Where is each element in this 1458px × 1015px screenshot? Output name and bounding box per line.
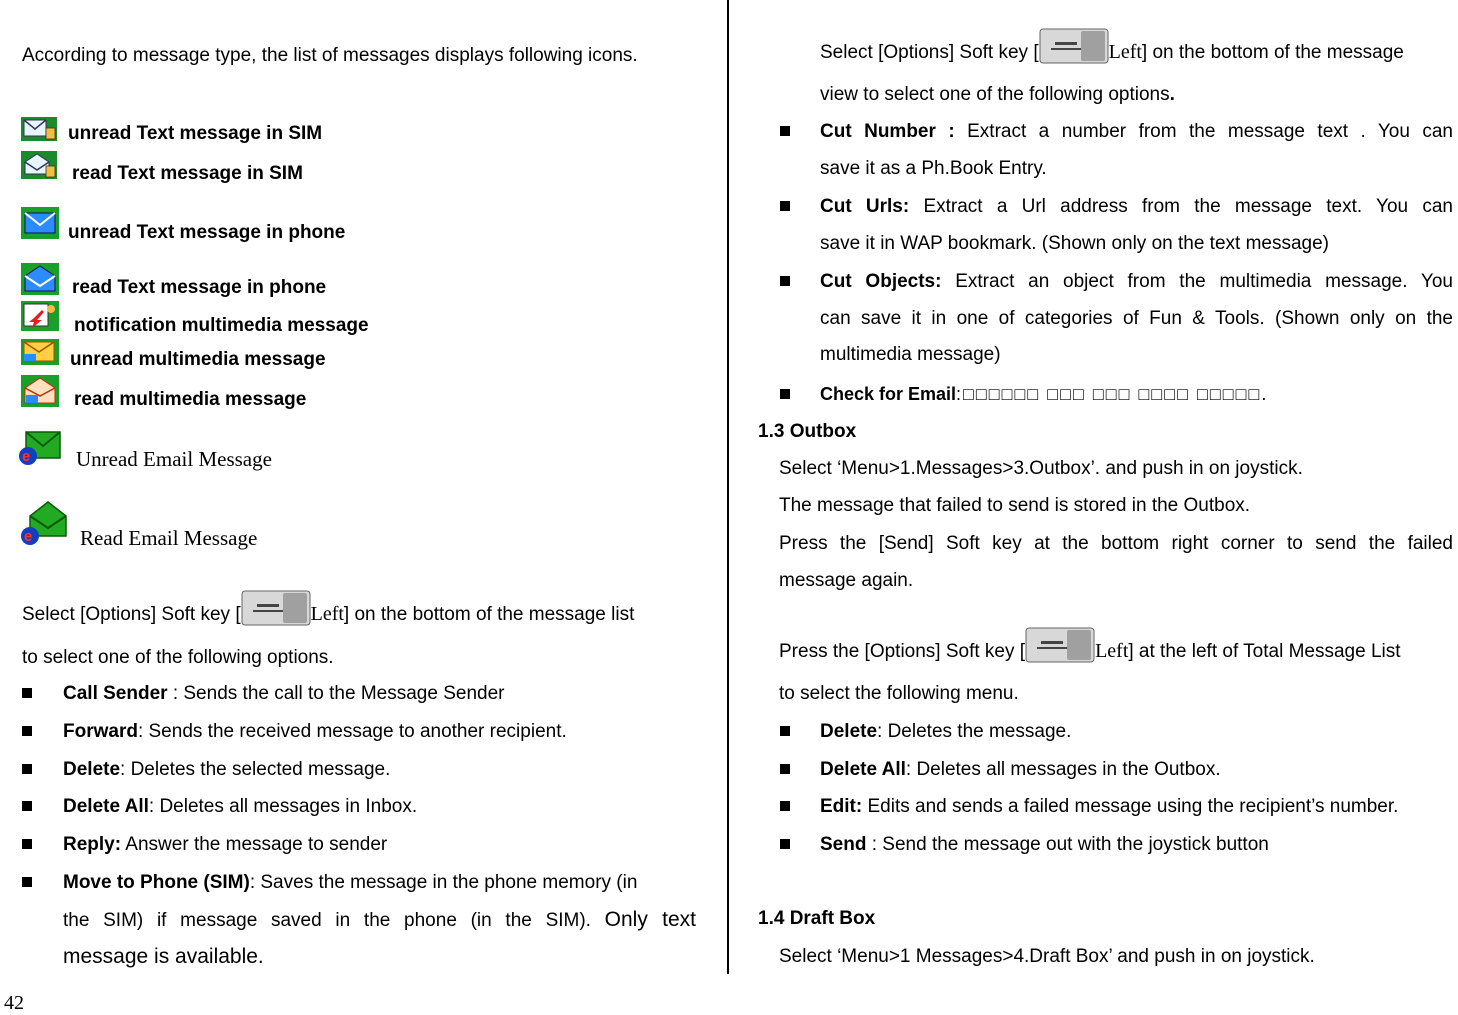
email-read-icon <box>18 498 68 546</box>
list-item: Reply: Answer the message to sender <box>63 834 388 855</box>
list-item-continuation: can save it in one of categories of Fun & Tools. (Shown only on the <box>820 308 1453 329</box>
bullet <box>22 688 32 698</box>
bullet <box>22 726 32 736</box>
list-item: Cut Number : Extract a number from the message text . You can <box>820 121 1454 142</box>
outbox-options-text: Press the [Options] Soft key [ Left] at the left of Total Message List <box>779 627 1401 663</box>
svg-text:e: e <box>24 528 33 545</box>
draft-paragraph: Select ‘Menu>1 Messages>4.Draft Box’ and push in on joystick. <box>779 946 1315 967</box>
legend-label: unread Text message in phone <box>68 222 346 243</box>
outbox-options-text-line2: to select the following menu. <box>779 683 1019 704</box>
phone-envelope-read-icon <box>20 262 60 296</box>
list-item: Delete: Deletes the message. <box>820 721 1072 742</box>
legend-label: read Text message in SIM <box>72 163 303 184</box>
outbox-paragraph: The message that failed to send is stored in the Outbox. <box>779 495 1251 516</box>
list-item-continuation: message is available. <box>63 945 264 968</box>
sim-envelope-read-icon <box>20 150 58 180</box>
list-item: Forward: Sends the received message to another recipient. <box>63 721 567 742</box>
legend-label: Read Email Message <box>80 526 258 550</box>
page-number: 42 <box>4 992 24 1014</box>
column-divider <box>727 0 729 974</box>
list-item: Call Sender : Sends the call to the Message Sender <box>63 683 505 704</box>
bullet <box>780 276 790 286</box>
list-item: Delete All: Deletes all messages in the Outbox. <box>820 759 1221 780</box>
intro-text: According to message type, the list of messages displays following icons. <box>22 45 638 66</box>
list-item: Check for Email:□□□□□□ □□□ □□□ □□□□ □□□□□. <box>820 384 1269 404</box>
bullet <box>22 877 32 887</box>
select-options-text: Select [Options] Soft key [ Left] on the bottom of the message <box>820 28 1404 64</box>
outbox-paragraph: Select ‘Menu>1.Messages>3.Outbox’. and push in on joystick. <box>779 458 1303 479</box>
bullet <box>22 764 32 774</box>
list-item-continuation: save it in WAP bookmark. (Shown only on the text message) <box>820 233 1330 254</box>
legend-label: unread multimedia message <box>70 349 326 370</box>
bullet <box>780 389 790 399</box>
svg-text:e: e <box>22 448 31 465</box>
bullet <box>780 201 790 211</box>
outbox-paragraph: Press the [Send] Soft key at the bottom right corner to send the failed <box>779 533 1453 554</box>
mms-notification-icon <box>20 300 60 332</box>
list-item: Cut Objects: Extract an object from the multimedia message. You <box>820 271 1453 292</box>
list-item-continuation: multimedia message) <box>820 344 1001 365</box>
list-item: Cut Urls: Extract a Url address from the message text. You can <box>820 196 1453 217</box>
mms-read-icon <box>20 374 60 408</box>
legend-label: read multimedia message <box>74 389 307 410</box>
outbox-paragraph-continuation: message again. <box>779 570 914 591</box>
list-item: Delete All: Deletes all messages in Inbox. <box>63 796 418 817</box>
bullet <box>780 726 790 736</box>
left-softkey-icon <box>241 590 311 626</box>
left-softkey-icon <box>1025 627 1095 663</box>
phone-envelope-unread-icon <box>20 206 60 240</box>
select-options-text-line2: view to select one of the following options. <box>820 84 1175 105</box>
select-options-text-line2: to select one of the following options. <box>22 647 334 668</box>
section-heading-outbox: 1.3 Outbox <box>758 421 857 442</box>
legend-label: notification multimedia message <box>74 315 369 336</box>
left-softkey-icon <box>1039 28 1109 64</box>
mms-unread-icon <box>20 338 60 366</box>
list-item: Send : Send the message out with the joystick button <box>820 834 1269 855</box>
list-item-continuation: save it as a Ph.Book Entry. <box>820 158 1047 179</box>
bullet <box>780 839 790 849</box>
bullet <box>22 839 32 849</box>
sim-envelope-unread-icon <box>20 116 58 142</box>
legend-label: read Text message in phone <box>72 277 327 298</box>
bullet <box>22 801 32 811</box>
legend-label: unread Text message in SIM <box>68 123 323 144</box>
bullet <box>780 126 790 136</box>
list-item: Delete: Deletes the selected message. <box>63 759 391 780</box>
select-options-text: Select [Options] Soft key [ Left] on the bottom of the message list <box>22 590 634 626</box>
bullet <box>780 764 790 774</box>
list-item-continuation: the SIM) if message saved in the phone (in the SIM). Only text <box>63 908 696 931</box>
list-item: Move to Phone (SIM): Saves the message in the phone memory (in <box>63 872 638 893</box>
legend-label: Unread Email Message <box>76 447 272 471</box>
email-unread-icon <box>18 426 62 468</box>
list-item: Edit: Edits and sends a failed message using the recipient’s number. <box>820 796 1399 817</box>
section-heading-draft-box: 1.4 Draft Box <box>758 908 876 929</box>
bullet <box>780 801 790 811</box>
